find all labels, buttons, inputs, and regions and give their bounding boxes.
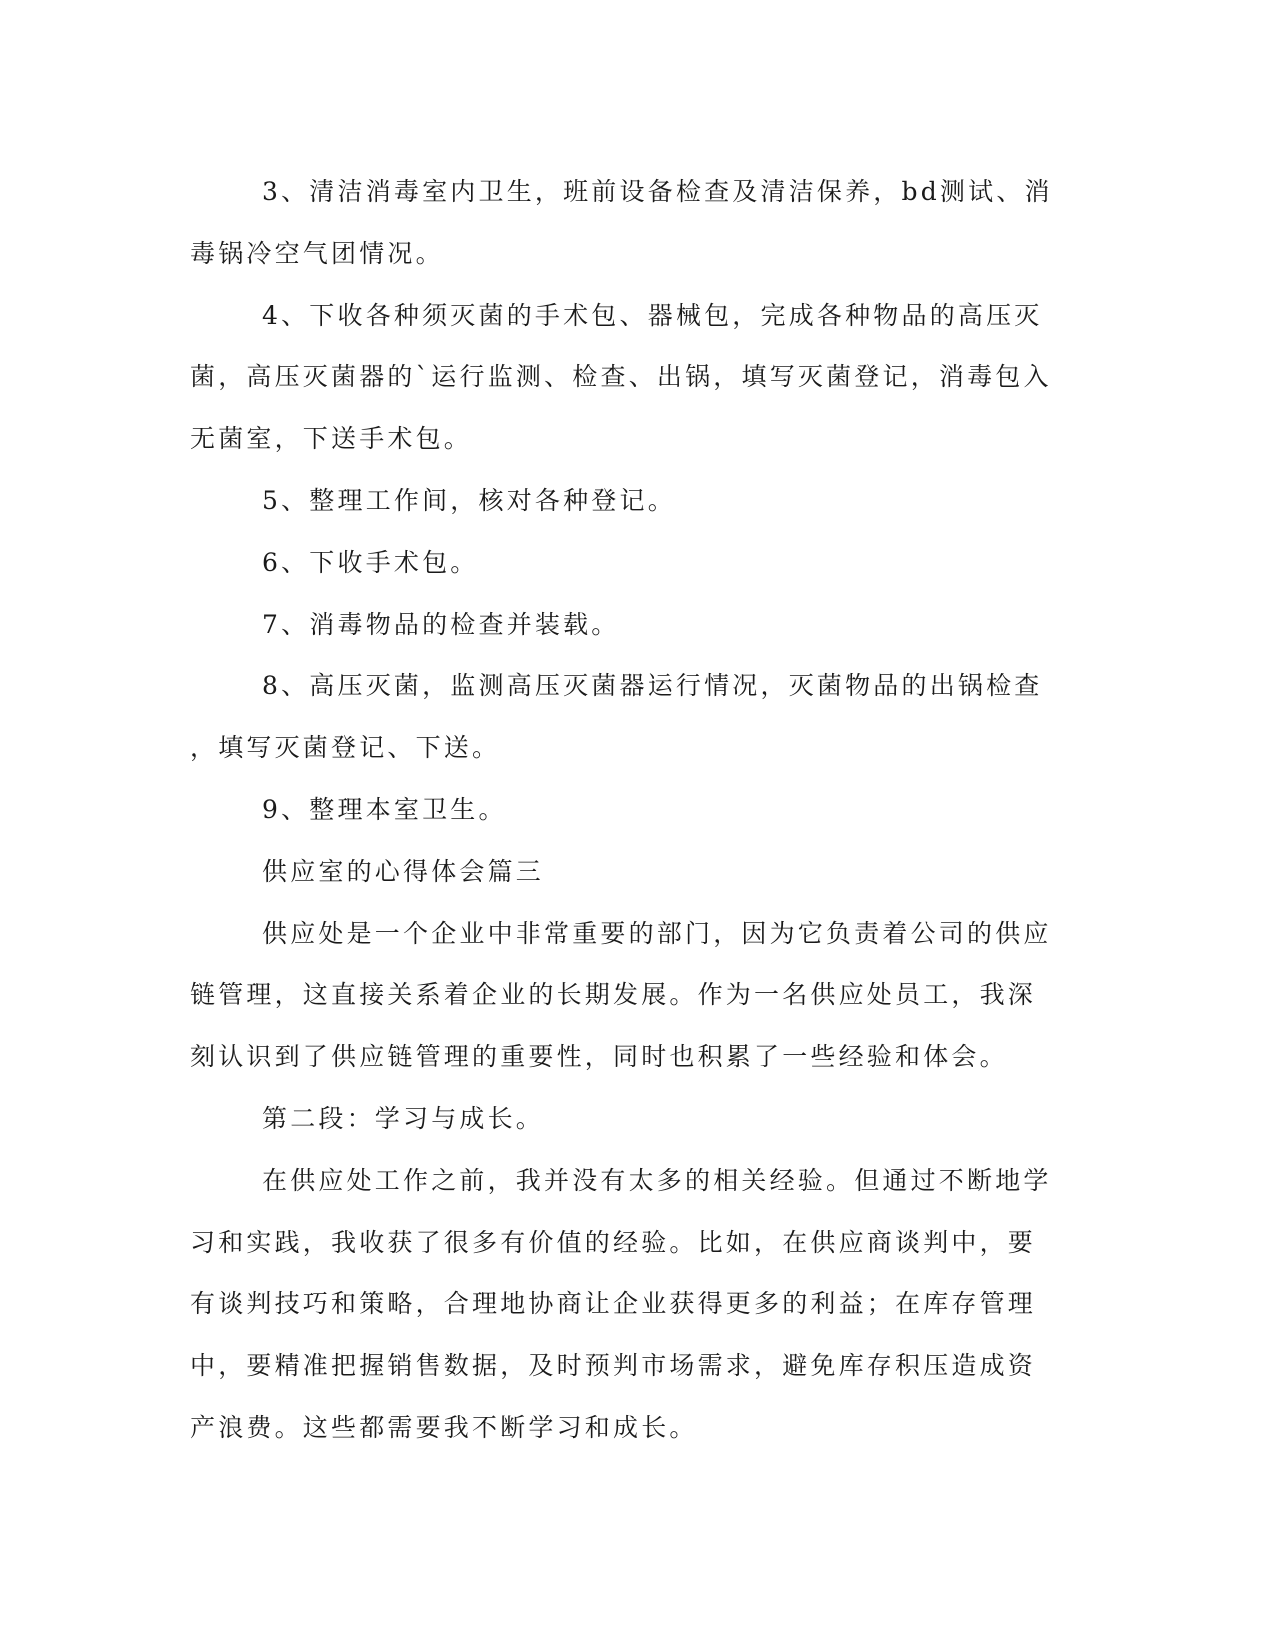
paragraph-learning: 在供应处工作之前，我并没有太多的相关经验。但通过不断地学 习和实践，我收获了很多有价值的经验。比如，在供应商谈判中，要 有谈判技巧和策略，合理地协商让企业获得更多的利益；在库存管理 中，要精准把握销售数据，及时预判市场需求，避免库存积压造成资 产浪费。这些都需要我不断学习和成长。 (190, 1165, 1052, 1442)
document-body (190, 161, 1080, 1459)
paragraph-step-5: 5、整理工作间，核对各种登记。 (262, 485, 676, 515)
subsection-heading: 第二段：学习与成长。 (262, 1103, 545, 1133)
paragraph-intro: 供应处是一个企业中非常重要的部门，因为它负责着公司的供应 链管理，这直接关系着企业的长期发展。作为一名供应处员工，我深 刻认识到了供应链管理的重要性，同时也积累了一些经验和体会。 (190, 918, 1052, 1072)
section-heading: 供应室的心得体会篇三 (262, 856, 545, 886)
paragraph-step-8: 8、高压灭菌，监测高压灭菌器运行情况，灭菌物品的出锅检查 ，填写灭菌登记、下送。 (190, 671, 1043, 763)
paragraph-step-4: 4、下收各种须灭菌的手术包、器械包，完成各种物品的高压灭 菌，高压灭菌器的`运行监测、检查、出锅，填写灭菌登记，消毒包入 无菌室，下送手术包。 (190, 300, 1052, 454)
paragraph-step-6: 6、下收手术包。 (262, 547, 479, 577)
paragraph-step-9: 9、整理本室卫生。 (262, 794, 507, 824)
paragraph-step-7: 7、消毒物品的检查并装载。 (262, 609, 620, 639)
paragraph-step-3: 3、清洁消毒室内卫生，班前设备检查及清洁保养，bd测试、消 毒锅冷空气团情况。 (190, 177, 1053, 268)
